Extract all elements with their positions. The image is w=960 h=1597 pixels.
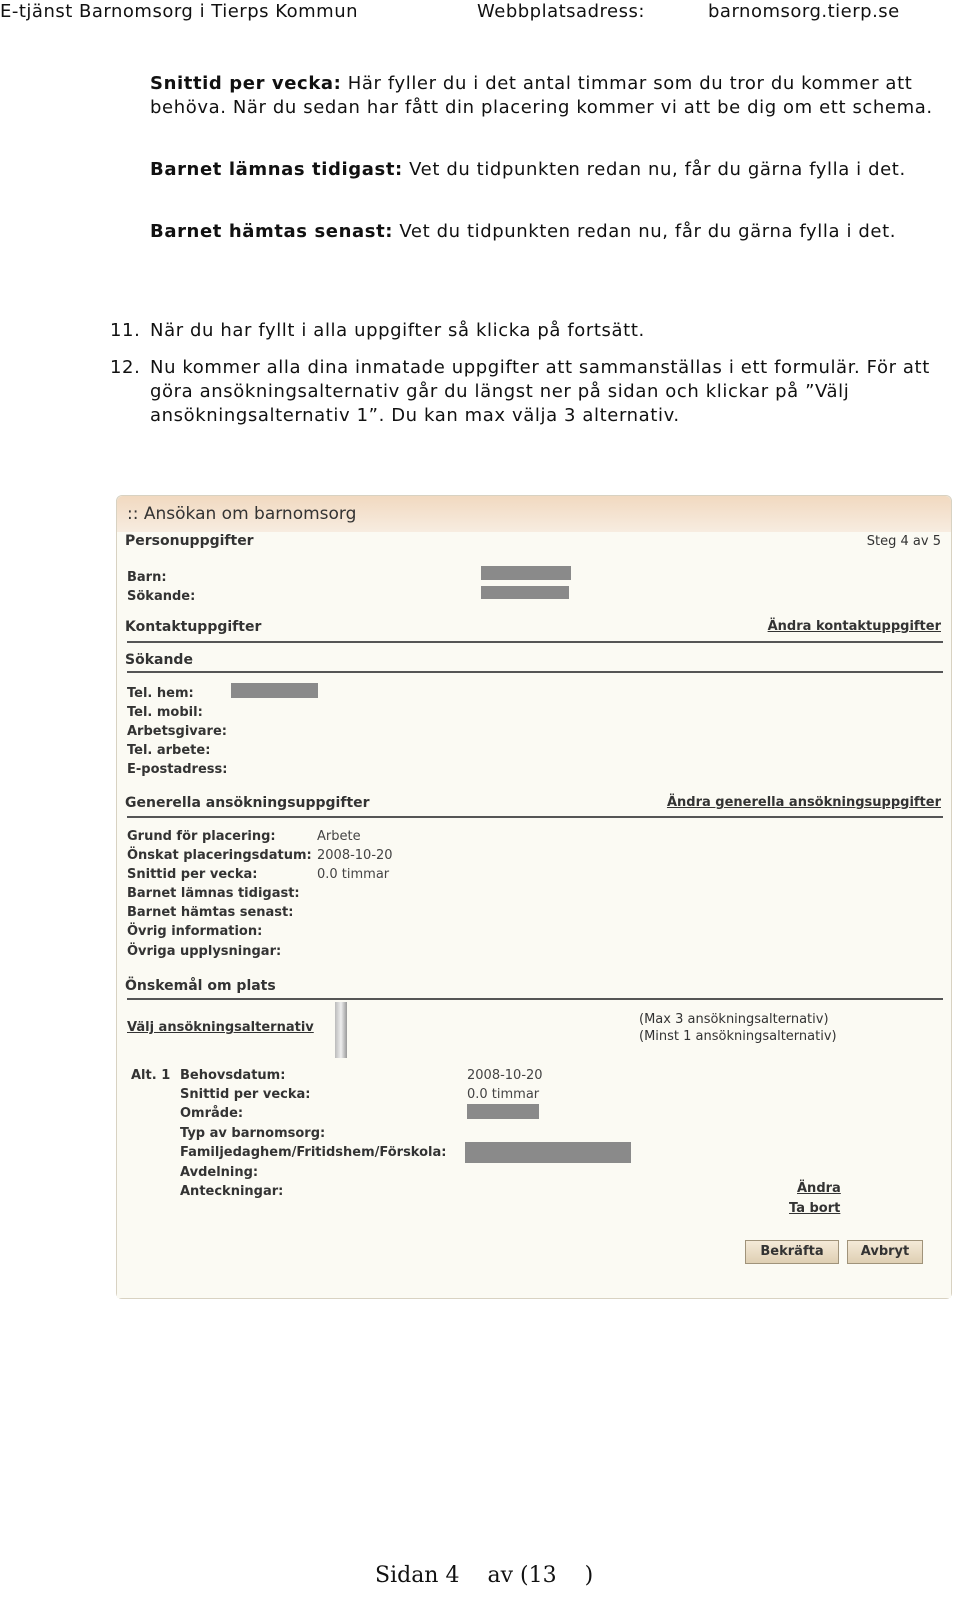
ta-bort-link[interactable]: Ta bort: [789, 1201, 841, 1216]
onskat-label: Önskat placeringsdatum:: [127, 848, 312, 863]
tel-hem-label: Tel. hem:: [127, 686, 194, 701]
redacted-familje: [465, 1142, 631, 1163]
lamnas-label: Barnet lämnas tidigast:: [127, 886, 300, 901]
arbetsgivare-label: Arbetsgivare:: [127, 724, 227, 739]
redacted-barn: [481, 566, 571, 580]
step-text: När du har fyllt i alla uppgifter så klicka på fortsätt.: [150, 320, 645, 341]
divider: [127, 998, 943, 1000]
avdelning-label: Avdelning:: [180, 1165, 259, 1180]
epost-label: E-postadress:: [127, 762, 228, 777]
alt-label: Alt. 1: [131, 1068, 171, 1083]
familje-label: Familjedaghem/Fritidshem/Förskola:: [180, 1145, 447, 1160]
paragraph-hamtas: [150, 220, 940, 244]
snittid-value: 0.0 timmar: [317, 867, 390, 882]
term-hamtas: Barnet hämtas senast:: [150, 221, 394, 242]
text-lamnas: Vet du tidpunkten redan nu, får du gärna fylla i det.: [402, 159, 906, 180]
grund-value: Arbete: [317, 829, 361, 844]
paragraph-snittid: [150, 72, 940, 120]
text-hamtas: Vet du tidpunkten redan nu, får du gärna fylla i det.: [393, 221, 897, 242]
term-lamnas: Barnet lämnas tidigast:: [150, 159, 403, 180]
ovriga-upply-label: Övriga upplysningar:: [127, 944, 282, 959]
step-number: 12.: [110, 357, 141, 378]
page-close: ): [584, 1563, 594, 1588]
andra-generella-link[interactable]: Ändra generella ansökningsuppgifter: [666, 795, 941, 810]
scrollbar[interactable]: [335, 1002, 347, 1058]
typ-label: Typ av barnomsorg:: [180, 1126, 326, 1141]
behovsdatum-label: Behovsdatum:: [180, 1068, 286, 1083]
tel-arbete-label: Tel. arbete:: [127, 743, 211, 758]
term-snittid: Snittid per vecka:: [150, 73, 342, 94]
form-title: :: Ansökan om barnomsorg: [127, 504, 357, 524]
header-title: E-tjänst Barnomsorg i Tierps Kommun: [0, 1, 359, 22]
redacted-omrade: [467, 1104, 539, 1119]
bekrafta-button[interactable]: Bekräfta: [745, 1240, 839, 1264]
tel-mobil-label: Tel. mobil:: [127, 705, 203, 720]
generella-heading: Generella ansökningsuppgifter: [125, 795, 370, 811]
redacted-sokande: [481, 586, 569, 599]
sokande-label: Sökande:: [127, 589, 196, 604]
divider: [127, 816, 943, 818]
hamtas-label: Barnet hämtas senast:: [127, 905, 294, 920]
kontakt-heading: Kontaktuppgifter: [125, 619, 262, 635]
form-title-bar: [117, 496, 951, 532]
min-note: (Minst 1 ansökningsalternativ): [639, 1029, 837, 1044]
ovrig-info-label: Övrig information:: [127, 924, 263, 939]
redacted-tel-hem: [231, 683, 318, 698]
step-number: 11.: [110, 320, 141, 341]
onskat-value: 2008-10-20: [317, 848, 393, 863]
header-address-label: Webbplatsadress:: [477, 1, 645, 22]
avbryt-button[interactable]: Avbryt: [847, 1240, 923, 1264]
grund-label: Grund för placering:: [127, 829, 276, 844]
page-header: [0, 0, 960, 26]
divider: [127, 671, 943, 673]
divider: [127, 641, 943, 643]
paragraph-lamnas: [150, 158, 940, 182]
alt-snittid-value: 0.0 timmar: [467, 1087, 540, 1102]
personuppgifter-heading: Personuppgifter: [125, 533, 254, 549]
form-screenshot: [116, 495, 952, 1299]
page-footer: [375, 1563, 593, 1588]
alt-snittid-label: Snittid per vecka:: [180, 1087, 311, 1102]
behovsdatum-value: 2008-10-20: [467, 1068, 543, 1083]
andra-link[interactable]: Ändra: [797, 1181, 841, 1196]
text-snittid: Här fyller du i det antal timmar som du tror du kommer att behöva. När du sedan har fått din placering kommer vi att be dig om ett schema.: [150, 73, 933, 118]
max-note: (Max 3 ansökningsalternativ): [639, 1012, 829, 1027]
andra-kontakt-link[interactable]: Ändra kontaktuppgifter: [767, 619, 941, 634]
onskemal-heading: Önskemål om plats: [125, 978, 276, 994]
step-indicator: Steg 4 av 5: [866, 534, 941, 549]
valj-alternativ-button[interactable]: Välj ansökningsalternativ: [127, 1020, 314, 1035]
anteckningar-label: Anteckningar:: [180, 1184, 284, 1199]
page-number: Sidan 4: [375, 1563, 460, 1588]
page-total: av (13: [487, 1563, 557, 1588]
omrade-label: Område:: [180, 1106, 244, 1121]
form-body: [117, 532, 951, 1298]
snittid-label: Snittid per vecka:: [127, 867, 258, 882]
header-address: barnomsorg.tierp.se: [708, 1, 900, 22]
barn-label: Barn:: [127, 570, 167, 585]
step-text: Nu kommer alla dina inmatade uppgifter att sammanställas i ett formulär. För att göra ansökningsalternativ går du längst ner på sidan och klickar på ”Välj ansökningsalternativ 1”. Du kan max välja 3 alternativ.: [150, 357, 930, 426]
sokande-heading: Sökande: [125, 652, 193, 668]
